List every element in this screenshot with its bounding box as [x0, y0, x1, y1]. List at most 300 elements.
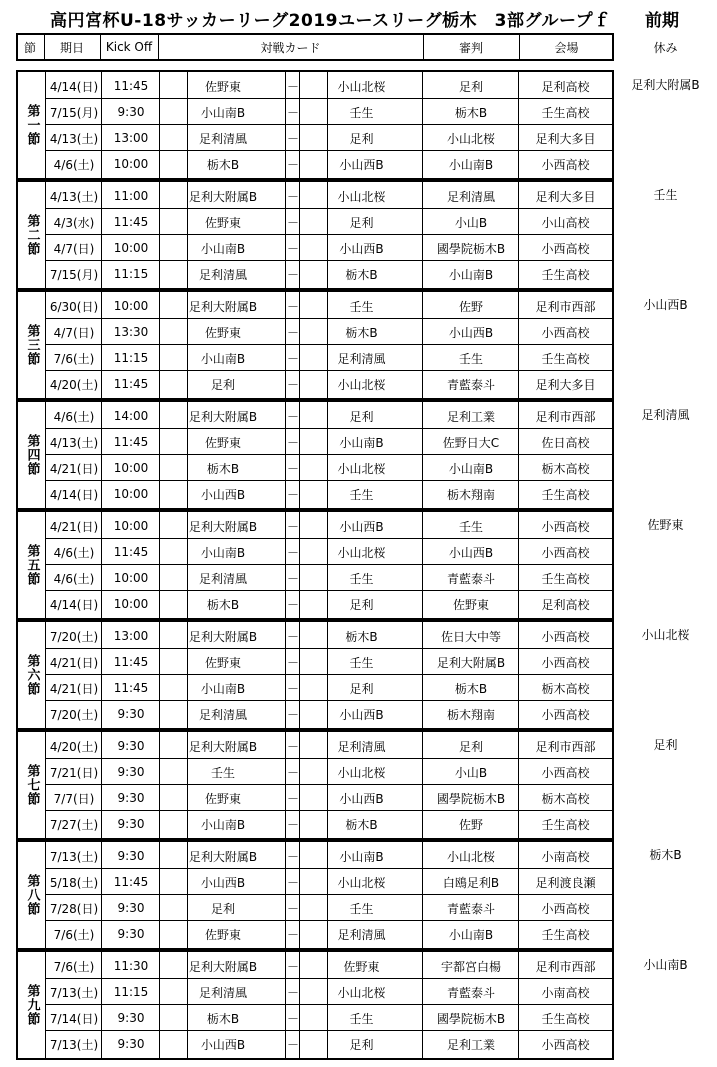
- cell-time: 9:30: [117, 765, 145, 779]
- cell-venue: 小西高校: [541, 707, 590, 722]
- round-label-text: 第五節: [24, 544, 40, 586]
- cell-venue: 足利高校: [541, 597, 590, 612]
- cell-ref: 壬生: [458, 519, 483, 534]
- cell-ref: 青藍泰斗: [446, 985, 495, 1000]
- cell-venue: 壬生高校: [541, 351, 590, 366]
- cell-home: 栃木B: [206, 597, 240, 612]
- header-rest: 休み: [653, 40, 678, 55]
- round-label-text: 第四節: [24, 434, 40, 476]
- cell-home: 小山西B: [200, 487, 246, 502]
- cell-sep: －: [286, 681, 299, 696]
- cell-home: 足利大附属B: [188, 409, 258, 424]
- cell-time: 11:45: [113, 681, 149, 695]
- cell-sep: －: [286, 545, 299, 560]
- cell-time: 9:30: [117, 739, 145, 753]
- cell-time: 9:30: [117, 927, 145, 941]
- rest-team: 小山南B: [643, 958, 688, 972]
- cell-venue: 足利市西部: [535, 299, 596, 314]
- cell-time: 9:30: [117, 791, 145, 805]
- cell-away: 栃木B: [345, 325, 378, 340]
- cell-ref: 足利: [458, 79, 483, 94]
- cell-away: 壬生: [349, 1011, 374, 1026]
- cell-date: 4/21(日): [49, 519, 99, 534]
- period-label: 前期: [645, 11, 679, 31]
- cell-date: 7/13(土): [49, 1037, 99, 1052]
- table-row: [18, 649, 612, 675]
- cell-time: 11:15: [113, 351, 149, 365]
- table-row: [18, 953, 612, 979]
- cell-home: 佐野東: [204, 655, 241, 670]
- cell-away: 壬生: [349, 487, 374, 502]
- table-row: [18, 565, 612, 591]
- cell-home: 足利清風: [198, 571, 247, 586]
- cell-time: 13:00: [113, 629, 149, 643]
- cell-away: 小山西B: [339, 791, 384, 806]
- cell-away: 小山西B: [339, 707, 384, 722]
- table-row: [18, 1031, 612, 1057]
- table-row: [18, 895, 612, 921]
- cell-sep: －: [286, 215, 299, 230]
- page-title: 高円宮杯U-18サッカーリーグ2019ユースリーグ栃木 3部グループｆ: [50, 11, 611, 31]
- cell-home: 足利大附属B: [188, 189, 258, 204]
- cell-time: 9:30: [117, 105, 145, 119]
- cell-sep: －: [286, 597, 299, 612]
- round-block: [16, 70, 614, 180]
- cell-sep: －: [286, 519, 299, 534]
- rest-team: 佐野東: [647, 518, 684, 532]
- cell-date: 4/3(水): [53, 215, 95, 230]
- cell-home: 小山南B: [200, 241, 246, 256]
- cell-venue: 壬生高校: [541, 105, 590, 120]
- cell-sep: －: [286, 377, 299, 392]
- cell-away: 小山西B: [339, 157, 384, 172]
- cell-away: 小山北桜: [337, 875, 386, 890]
- round-label-text: 第一節: [24, 104, 40, 146]
- cell-venue: 小南高校: [541, 849, 590, 864]
- cell-venue: 足利大多目: [535, 189, 596, 204]
- cell-time: 11:45: [113, 215, 149, 229]
- cell-date: 4/20(土): [49, 739, 99, 754]
- cell-ref: 栃木B: [454, 681, 488, 696]
- cell-away: 足利: [349, 409, 374, 424]
- cell-time: 10:00: [113, 299, 149, 313]
- cell-away: 栃木B: [345, 817, 378, 832]
- cell-time: 10:00: [113, 157, 149, 171]
- header-kickoff: Kick Off: [105, 40, 153, 54]
- cell-home: 足利大附属B: [188, 299, 258, 314]
- cell-date: 4/6(土): [53, 409, 95, 424]
- cell-venue: 足利市西部: [535, 739, 596, 754]
- table-row: [18, 979, 612, 1005]
- cell-venue: 足利大多目: [535, 377, 596, 392]
- cell-ref: 足利工業: [446, 409, 495, 424]
- cell-away: 足利清風: [337, 739, 386, 754]
- cell-time: 11:45: [113, 435, 149, 449]
- cell-away: 足利清風: [337, 351, 386, 366]
- table-row: [18, 701, 612, 727]
- cell-sep: －: [286, 629, 299, 644]
- cell-ref: 小山B: [454, 215, 488, 230]
- cell-sep: －: [286, 157, 299, 172]
- table-row: [18, 623, 612, 649]
- cell-home: 佐野東: [204, 79, 241, 94]
- cell-away: 小山南B: [339, 435, 384, 450]
- cell-ref: 小山西B: [448, 325, 494, 340]
- cell-ref: 足利清風: [446, 189, 495, 204]
- cell-date: 5/18(土): [49, 875, 99, 890]
- cell-time: 10:00: [113, 487, 149, 501]
- cell-sep: －: [286, 901, 299, 916]
- round-label-text: 第八節: [24, 874, 40, 916]
- cell-home: 足利清風: [198, 707, 247, 722]
- cell-home: 壬生: [210, 765, 235, 780]
- cell-date: 4/7(日): [53, 325, 95, 340]
- cell-sep: －: [286, 849, 299, 864]
- cell-home: 足利大附属B: [188, 959, 258, 974]
- table-row: [18, 261, 612, 287]
- cell-date: 7/7(日): [53, 791, 95, 806]
- table-row: [18, 675, 612, 701]
- header-venue: 会場: [554, 40, 579, 55]
- cell-home: 足利清風: [198, 131, 247, 146]
- cell-venue: 足利渡良瀬: [535, 875, 596, 890]
- cell-time: 9:30: [117, 849, 145, 863]
- cell-home: 小山南B: [200, 351, 246, 366]
- cell-time: 11:45: [113, 377, 149, 391]
- cell-away: 足利: [349, 681, 374, 696]
- cell-ref: 青藍泰斗: [446, 377, 495, 392]
- cell-ref: 栃木翔南: [446, 487, 495, 502]
- cell-venue: 小西高校: [541, 545, 590, 560]
- cell-venue: 栃木高校: [541, 461, 590, 476]
- table-row: [18, 869, 612, 895]
- cell-sep: －: [286, 189, 299, 204]
- table-row: [18, 73, 612, 99]
- cell-time: 11:45: [113, 655, 149, 669]
- cell-home: 小山南B: [200, 105, 246, 120]
- cell-time: 10:00: [113, 241, 149, 255]
- cell-venue: 佐日高校: [541, 435, 590, 450]
- cell-sep: －: [286, 299, 299, 314]
- cell-ref: 青藍泰斗: [446, 901, 495, 916]
- cell-date: 7/13(土): [49, 985, 99, 1000]
- cell-away: 壬生: [349, 655, 374, 670]
- cell-home: 佐野東: [204, 435, 241, 450]
- rest-team: 足利大附属B: [631, 78, 700, 92]
- cell-home: 佐野東: [204, 215, 241, 230]
- cell-venue: 壬生高校: [541, 267, 590, 282]
- cell-sep: －: [286, 927, 299, 942]
- cell-sep: －: [286, 241, 299, 256]
- table-row: [18, 319, 612, 345]
- cell-venue: 小西高校: [541, 765, 590, 780]
- cell-away: 壬生: [349, 901, 374, 916]
- round-block: [16, 730, 614, 840]
- table-row: [18, 785, 612, 811]
- cell-time: 11:45: [113, 79, 149, 93]
- cell-away: 小山北桜: [337, 545, 386, 560]
- round-label-text: 第六節: [24, 654, 40, 696]
- cell-home: 足利大附属B: [188, 849, 258, 864]
- table-row: [18, 513, 612, 539]
- round-block: [16, 840, 614, 950]
- cell-time: 9:30: [117, 901, 145, 915]
- cell-away: 壬生: [349, 105, 374, 120]
- cell-away: 小山北桜: [337, 189, 386, 204]
- cell-date: 4/21(日): [49, 655, 99, 670]
- cell-home: 小山西B: [200, 875, 246, 890]
- cell-home: 足利大附属B: [188, 519, 258, 534]
- table-row: [18, 539, 612, 565]
- cell-away: 栃木B: [345, 629, 378, 644]
- cell-sep: －: [286, 571, 299, 586]
- cell-date: 7/14(日): [49, 1011, 99, 1026]
- cell-ref: 壬生: [458, 351, 483, 366]
- round-label-text: 第七節: [24, 764, 40, 806]
- cell-time: 11:45: [113, 545, 149, 559]
- round-block: [16, 400, 614, 510]
- header-card: 対戦カード: [260, 40, 321, 55]
- cell-sep: －: [286, 351, 299, 366]
- cell-date: 4/6(土): [53, 545, 95, 560]
- cell-venue: 壬生高校: [541, 927, 590, 942]
- cell-away: 栃木B: [345, 267, 378, 282]
- cell-date: 4/14(日): [49, 597, 99, 612]
- cell-date: 7/15(月): [49, 105, 99, 120]
- cell-venue: 小西高校: [541, 655, 590, 670]
- cell-date: 7/28(日): [49, 901, 99, 916]
- cell-venue: 小山高校: [541, 215, 590, 230]
- cell-ref: 小山南B: [448, 461, 494, 476]
- cell-date: 7/20(土): [49, 707, 99, 722]
- cell-time: 11:00: [113, 189, 149, 203]
- cell-date: 7/6(土): [53, 351, 95, 366]
- cell-home: 小山南B: [200, 817, 246, 832]
- cell-date: 7/20(土): [49, 629, 99, 644]
- cell-time: 11:15: [113, 267, 149, 281]
- cell-sep: －: [286, 707, 299, 722]
- cell-away: 小山北桜: [337, 461, 386, 476]
- cell-ref: 佐日大中等: [440, 629, 501, 644]
- cell-away: 壬生: [349, 299, 374, 314]
- cell-sep: －: [286, 959, 299, 974]
- cell-away: 小山北桜: [337, 377, 386, 392]
- cell-date: 4/21(日): [49, 681, 99, 696]
- cell-sep: －: [286, 267, 299, 282]
- cell-sep: －: [286, 791, 299, 806]
- cell-sep: －: [286, 875, 299, 890]
- cell-ref: 小山南B: [448, 157, 494, 172]
- cell-venue: 壬生高校: [541, 487, 590, 502]
- cell-venue: 足利大多目: [535, 131, 596, 146]
- cell-sep: －: [286, 325, 299, 340]
- cell-venue: 足利市西部: [535, 959, 596, 974]
- cell-away: 佐野東: [343, 959, 380, 974]
- cell-date: 4/13(土): [49, 435, 99, 450]
- table-row: [18, 481, 612, 507]
- cell-away: 小山南B: [339, 849, 384, 864]
- cell-venue: 小西高校: [541, 629, 590, 644]
- cell-venue: 小西高校: [541, 519, 590, 534]
- cell-home: 栃木B: [206, 1011, 240, 1026]
- cell-home: 小山西B: [200, 1037, 246, 1052]
- cell-sep: －: [286, 765, 299, 780]
- round-block: [16, 620, 614, 730]
- cell-venue: 足利市西部: [535, 409, 596, 424]
- cell-away: 足利: [349, 215, 374, 230]
- cell-venue: 小西高校: [541, 157, 590, 172]
- cell-venue: 小西高校: [541, 241, 590, 256]
- table-row: [18, 345, 612, 371]
- cell-ref: 小山西B: [448, 545, 494, 560]
- cell-venue: 小西高校: [541, 901, 590, 916]
- rest-team: 小山北桜: [641, 628, 690, 642]
- cell-ref: 栃木B: [454, 105, 488, 120]
- cell-time: 10:00: [113, 571, 149, 585]
- cell-ref: 小山南B: [448, 267, 494, 282]
- cell-home: 足利: [210, 901, 235, 916]
- cell-ref: 佐野日大C: [442, 435, 500, 450]
- cell-away: 小山西B: [339, 519, 384, 534]
- cell-time: 11:15: [113, 985, 149, 999]
- cell-home: 栃木B: [206, 157, 240, 172]
- table-row: [18, 921, 612, 947]
- cell-home: 栃木B: [206, 461, 240, 476]
- cell-home: 小山南B: [200, 681, 246, 696]
- cell-time: 11:30: [113, 959, 149, 973]
- cell-home: 小山南B: [200, 545, 246, 560]
- cell-venue: 壬生高校: [541, 1011, 590, 1026]
- cell-ref: 小山北桜: [446, 849, 495, 864]
- table-row: [18, 183, 612, 209]
- cell-sep: －: [286, 105, 299, 120]
- cell-time: 10:00: [113, 597, 149, 611]
- cell-away: 足利清風: [337, 927, 386, 942]
- cell-ref: 佐野東: [452, 597, 489, 612]
- cell-ref: 國學院栃木B: [436, 791, 506, 806]
- table-row: [18, 455, 612, 481]
- cell-venue: 足利高校: [541, 79, 590, 94]
- cell-ref: 小山南B: [448, 927, 494, 942]
- cell-ref: 足利大附属B: [436, 655, 506, 670]
- cell-time: 13:00: [113, 131, 149, 145]
- cell-date: 7/15(月): [49, 267, 99, 282]
- table-row: [18, 733, 612, 759]
- cell-sep: －: [286, 1011, 299, 1026]
- table-row: [18, 99, 612, 125]
- rest-team: 壬生: [653, 188, 678, 202]
- cell-time: 9:30: [117, 817, 145, 831]
- cell-date: 7/13(土): [49, 849, 99, 864]
- cell-sep: －: [286, 487, 299, 502]
- cell-away: 小山北桜: [337, 765, 386, 780]
- table-row: [18, 151, 612, 177]
- cell-sep: －: [286, 655, 299, 670]
- rest-team: 栃木B: [649, 848, 682, 862]
- cell-date: 4/6(土): [53, 571, 95, 586]
- table-row: [18, 759, 612, 785]
- cell-home: 足利大附属B: [188, 739, 258, 754]
- table-row: [18, 429, 612, 455]
- cell-date: 4/6(土): [53, 157, 95, 172]
- round-block: [16, 950, 614, 1060]
- cell-venue: 壬生高校: [541, 817, 590, 832]
- round-label-text: 第三節: [24, 324, 40, 366]
- round-block: [16, 290, 614, 400]
- cell-date: 6/30(日): [49, 299, 99, 314]
- cell-ref: 國學院栃木B: [436, 241, 506, 256]
- cell-home: 足利清風: [198, 267, 247, 282]
- table-row: [18, 403, 612, 429]
- cell-date: 7/6(土): [53, 927, 95, 942]
- cell-away: 小山西B: [339, 241, 384, 256]
- round-label-text: 第二節: [24, 214, 40, 256]
- cell-ref: 白鴎足利B: [442, 875, 500, 890]
- cell-sep: －: [286, 461, 299, 476]
- cell-ref: 足利工業: [446, 1037, 495, 1052]
- cell-away: 足利: [349, 131, 374, 146]
- table-row: [18, 371, 612, 397]
- cell-time: 11:45: [113, 875, 149, 889]
- cell-ref: 小山北桜: [446, 131, 495, 146]
- cell-sep: －: [286, 79, 299, 94]
- cell-away: 壬生: [349, 571, 374, 586]
- cell-venue: 小西高校: [541, 325, 590, 340]
- cell-ref: 佐野: [458, 817, 483, 832]
- header-date: 期日: [59, 40, 84, 55]
- cell-date: 7/21(日): [49, 765, 99, 780]
- table-row: [18, 209, 612, 235]
- cell-home: 佐野東: [204, 927, 241, 942]
- table-row: [18, 843, 612, 869]
- cell-sep: －: [286, 131, 299, 146]
- cell-sep: －: [286, 739, 299, 754]
- rest-team: 足利清風: [641, 408, 690, 422]
- cell-venue: 栃木高校: [541, 791, 590, 806]
- cell-time: 9:30: [117, 1037, 145, 1051]
- table-row: [18, 293, 612, 319]
- cell-time: 13:30: [113, 325, 149, 339]
- rest-team: 足利: [653, 738, 678, 752]
- cell-date: 4/13(土): [49, 189, 99, 204]
- cell-date: 7/6(土): [53, 959, 95, 974]
- cell-ref: 佐野: [458, 299, 483, 314]
- table-row: [18, 235, 612, 261]
- table-row: [18, 1005, 612, 1031]
- cell-ref: 足利: [458, 739, 483, 754]
- header-round: 節: [23, 40, 36, 55]
- cell-date: 4/7(日): [53, 241, 95, 256]
- cell-away: 小山北桜: [337, 985, 386, 1000]
- cell-time: 14:00: [113, 409, 149, 423]
- cell-away: 小山北桜: [337, 79, 386, 94]
- cell-sep: －: [286, 1037, 299, 1052]
- cell-time: 10:00: [113, 461, 149, 475]
- cell-ref: 宇都宮白楊: [440, 959, 501, 974]
- cell-venue: 小西高校: [541, 1037, 590, 1052]
- cell-date: 7/27(土): [49, 817, 99, 832]
- cell-venue: 栃木高校: [541, 681, 590, 696]
- header-referee: 審判: [458, 40, 483, 55]
- cell-home: 佐野東: [204, 791, 241, 806]
- cell-away: 足利: [349, 1037, 374, 1052]
- cell-venue: 壬生高校: [541, 571, 590, 586]
- cell-home: 佐野東: [204, 325, 241, 340]
- cell-date: 4/13(土): [49, 131, 99, 146]
- cell-date: 4/20(土): [49, 377, 99, 392]
- cell-home: 足利: [210, 377, 235, 392]
- cell-home: 足利大附属B: [188, 629, 258, 644]
